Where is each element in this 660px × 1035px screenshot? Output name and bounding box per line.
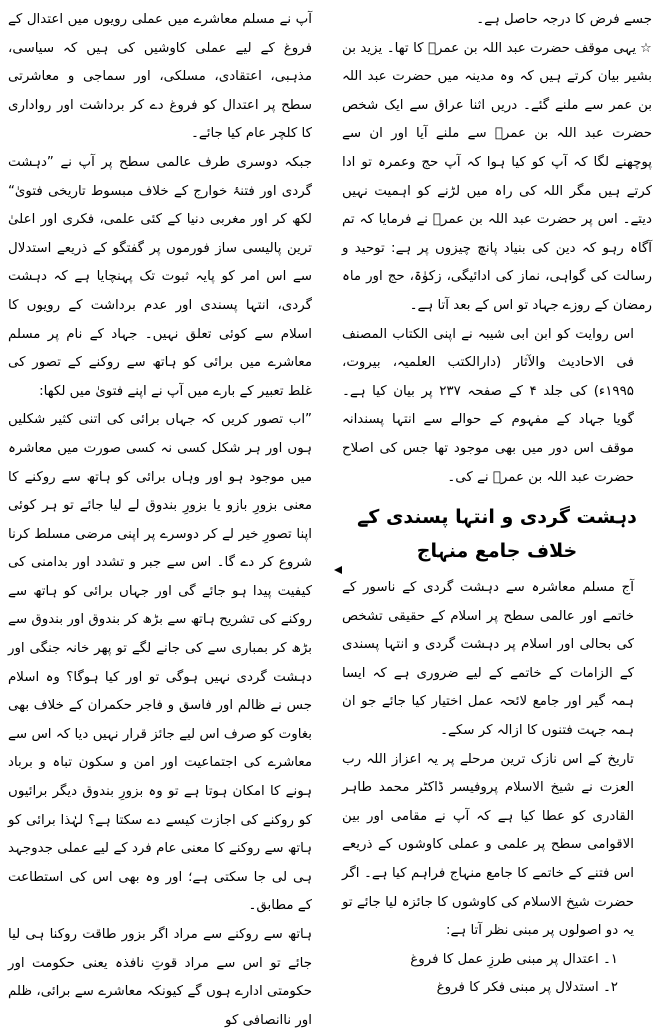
paragraph: آپ نے مسلم معاشرے میں عملی رویوں میں اعتدال کے فروغ کے لیے عملی کاوشیں کی ہیں کہ سیاسی، مذہبی، اعتقادی، مسلکی، اور سماجی و معاشرتی سطح پر اعتدال کو فروغ دے کر برداشت اور رواداری کا کلچر عام کیا جائے۔ bbox=[8, 12, 312, 142]
paragraph: جبکہ دوسری طرف عالمی سطح پر آپ نے ”دہشت گردی اور فتنۂ خوارج کے خلاف مبسوط تاریخی فتویٰ“ لکھ کر اور مغربی دنیا کے کئی علمی، فکری اور اعلیٰ ترین پالیسی ساز فورموں پر گفتگو کے ذریعے استدلال سے اس امر کو پایہ ثبوت تک پہنچایا ہے کہ دہشت گردی، انتہا پسندی اور عدم برداشت کے رویوں کا اسلام سے کوئی تعلق نہیں۔ جہاد کے نام پر مسلم معاشرے میں برائی کو ہاتھ سے روکنے کے تصور کی غلط تعبیر کے بارے میں آپ نے اپنے فتویٰ میں لکھا: bbox=[8, 154, 312, 399]
quote-paragraph: ”اب تصور کریں کہ جہاں برائی کی اتنی کثیر شکلیں ہوں اور ہر شکل کسی نہ کسی صورت میں معاشرہ میں موجود ہو اور وہاں برائی کو ہاتھ سے روکنے کا معنی بزورِ بازو یا بزورِ بندوق لے لیا جائے تو ہر کوئی اپنا تصورِ خیر لے کر دوسرے پر اپنی مرضی مسلط کرنا شروع کر دے گا۔ اس سے جبر و تشدد اور بدامنی کی کیفیت پیدا ہو جائے گی اور جہاں برائی کو ہاتھ سے روکنے کی تشریح ہاتھ سے بڑھ کر بندوق اور بندوق سے بڑھ کر بمباری سے کی جانے لگے تو پھر خانہ جنگی اور دہشت گردی نہیں ہوگی تو اور کیا ہوگا؟ وہ اسلام جس نے ظالم اور فاسق و فاجر حکمران کے خلاف بھی بغاوت کو صرف اس لیے جائز قرار نہیں دیا کہ اس سے معاشرے کی اجتماعیت اور امن و سکون تباہ و برباد ہونے کا امکان ہوتا ہے تو وہ بزورِ بندوق دیگر برائیوں کو روکنے کی اجازت کیسے دے سکتا ہے؟ لہٰذا برائی کو ہاتھ سے روکنے کا معنی عام فرد کے لیے عملی جدوجہد ہی لی جا سکتی ہے؛ اور وہ بھی اس کی استطاعت کے مطابق۔ bbox=[8, 412, 312, 914]
paragraph: آج مسلم معاشرہ سے دہشت گردی کے ناسور کے خاتمے اور عالمی سطح پر اسلام کے حقیقی تشخص کی بحالی اور اسلام پر دہشت گردی و انتہا پسندی کے الزامات کے خاتمے کے لیے ضروری ہے کہ ایسا ہمہ گیر اور جامع لائحہ عمل اختیار کیا جائے جو ان ہمہ جہت فتنوں کا ازالہ کر سکے۔ bbox=[342, 580, 634, 739]
bullet-arrow-icon bbox=[334, 566, 342, 574]
left-column bbox=[8, 6, 330, 1035]
right-column bbox=[342, 6, 652, 1003]
paragraph bbox=[342, 35, 652, 321]
paragraph: اس روایت کو ابن ابی شیبہ نے اپنی الکتاب المصنف فی الاحادیث والآثار (دارالکتب العلمیہ، بیروت، ۱۹۹۵ء) کی جلد ۴ کے صفحہ ۲۳۷ پر بیان کیا ہے۔ گویا جہاد کے مفہوم کے حوالے سے انتہا پسندانہ موقف اس دور میں بھی موجود تھا جس کی اصلاح حضرت عبد اللہ بن عمرؓ نے کی۔ bbox=[342, 326, 634, 485]
paragraph: ہاتھ سے روکنے سے مراد اگر بزور طاقت روکنا ہی لیا جائے تو اس سے مراد قوتِ نافذہ یعنی حکومت اور حکومتی ادارے ہوں گے کیونکہ معاشرے سے برائی، ظلم اور ناانصافی کو bbox=[8, 927, 312, 1028]
list-item: ۱۔ اعتدال پر مبنی طرزِ عمل کا فروغ bbox=[410, 951, 618, 967]
star-icon: ☆ bbox=[640, 40, 652, 56]
paragraph-text: یہی موقف حضرت عبد اللہ بن عمرؓ کا تھا۔ یزید بن بشیر بیان کرتے ہیں کہ وہ مدینہ میں حضرت عبد اللہ بن عمر سے ملنے گئے۔ دریں اثنا عراق سے ایک شخص حضرت عبد اللہ بن عمرؓ سے ملنے آیا اور ان سے پوچھنے لگا کہ آپ کو کیا ہوا کہ آپ حج وعمرہ تو ادا کرتے ہیں مگر اللہ کی راہ میں لڑنے کو اہمیت نہیں دیتے۔ اس پر حضرت عبد اللہ بن عمرؓ نے فرمایا کہ تم آگاہ رہو کہ دین کی بنیاد پانچ چیزوں پر ہے: توحید و رسالت کی گواہی، نماز کی ادائیگی، زکوٰۃ، حج اور ماہ رمضان کے روزے جہاد تو اس کے بعد آتا ہے۔ bbox=[342, 40, 652, 313]
paragraph: تاریخ کے اس نازک ترین مرحلے پر یہ اعزاز اللہ رب العزت نے شیخ الاسلام پروفیسر ڈاکٹر محمد طاہر القادری کو عطا کیا ہے کہ آپ نے مقامی اور بین الاقوامی سطح پر علمی و عملی کاوشوں کے ذریعے اس فتنے کے خاتمے کا جامع منہاج فراہم کیا ہے۔ اگر حضرت شیخ الاسلام کی کاوشوں کا جائزہ لیا جائے تو یہ دو اصولوں پر مبنی نظر آتا ہے: bbox=[342, 751, 634, 939]
list-item: ۲۔ استدلال پر مبنی فکر کا فروغ bbox=[436, 980, 618, 996]
paragraph: جسے فرض کا درجہ حاصل ہے۔ bbox=[476, 12, 652, 27]
section-heading: دہشت گردی و انتہا پسندی کے خلاف جامع منہاج bbox=[357, 506, 637, 563]
